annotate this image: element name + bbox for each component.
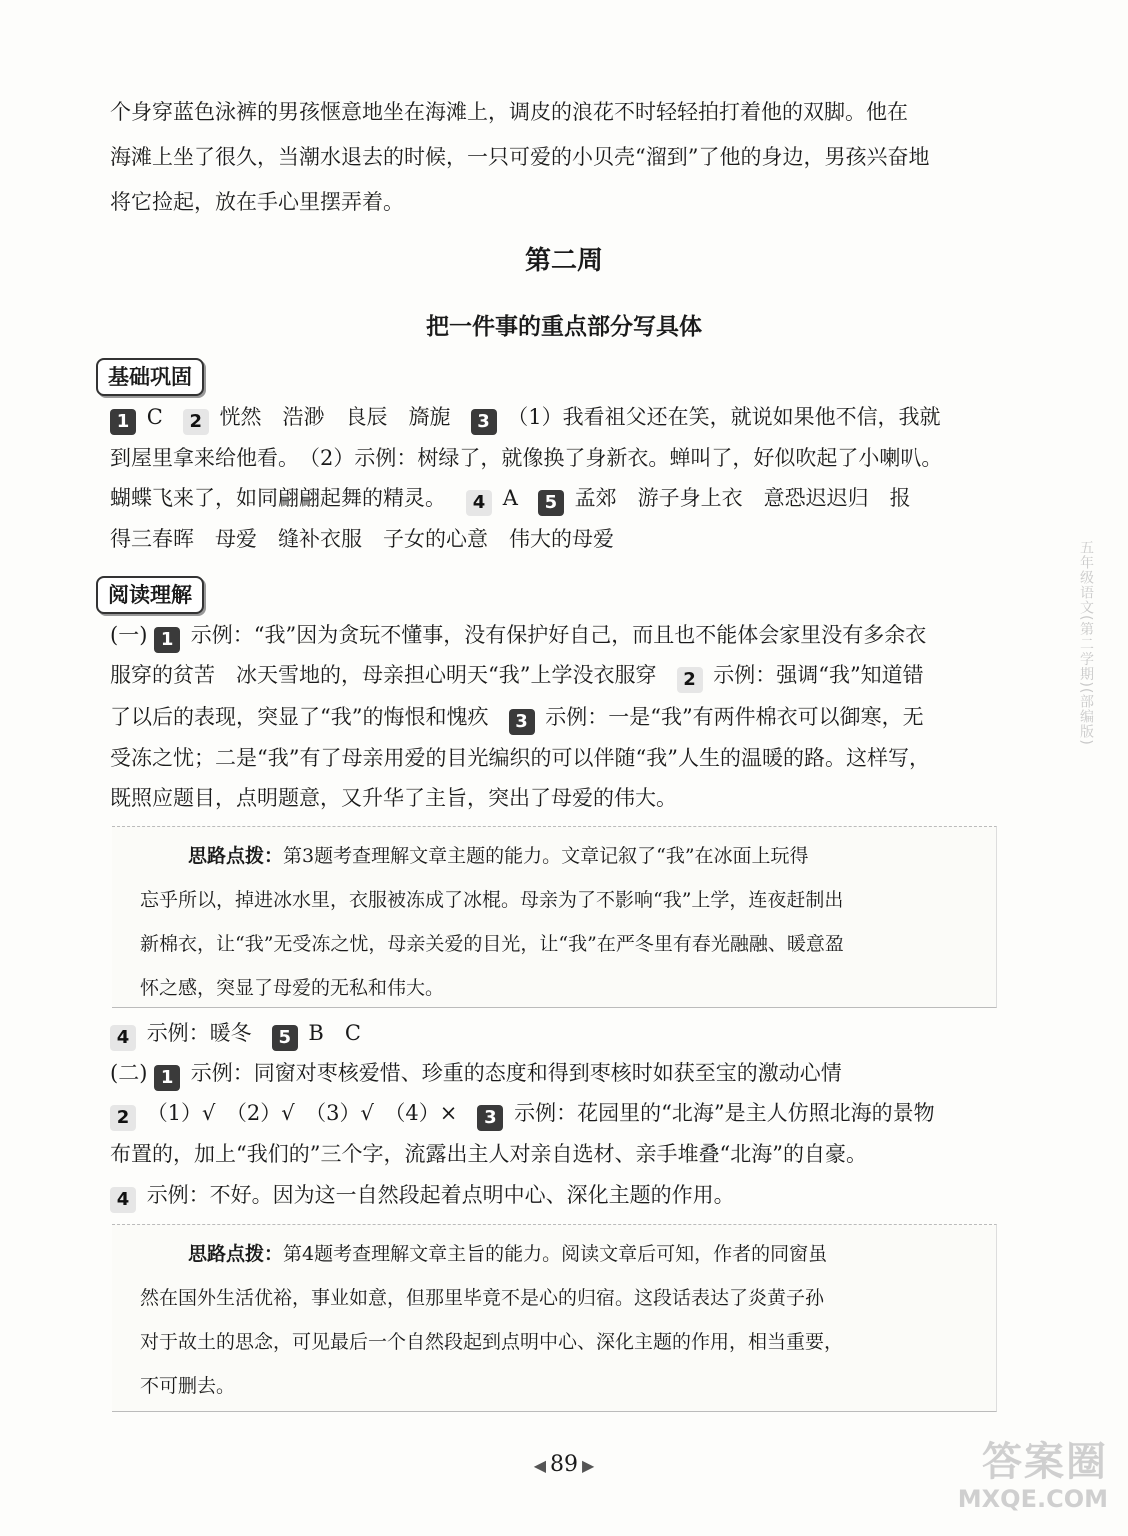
- tip-box-2: [112, 1224, 997, 1412]
- tip-line-2: 然在国外生活优裕，事业如意，但那里毕竟不是心的归宿。这段话表达了炎黄子孙: [140, 1287, 825, 1309]
- tip-line-1: [188, 1240, 827, 1268]
- answer-text: 恍然 浩渺 良辰 旖旎: [219, 405, 451, 429]
- reading2-line-2: [110, 1098, 935, 1131]
- question-number-4: 4: [110, 1025, 136, 1051]
- reading1-line-3: [110, 702, 924, 735]
- page-number-value: 89: [550, 1452, 578, 1477]
- left-triangle-icon: ◀: [533, 1456, 546, 1475]
- answer-text: 示例：同窗对枣核爱惜、珍重的态度和得到枣核时如获至宝的激动心情: [190, 1061, 842, 1085]
- answer-text: （1）我看祖父还在笑，就说如果他不信，我就: [507, 405, 941, 429]
- week-title: 第二周: [524, 246, 603, 276]
- tip-box-1: [112, 826, 997, 1008]
- answer-text: B C: [308, 1021, 361, 1045]
- question-number-3: 3: [509, 709, 535, 735]
- part-prefix: (二): [110, 1061, 148, 1085]
- question-number-4: 4: [466, 490, 492, 516]
- answer-text: 孟郊 游子身上衣 意恐迟迟归 报: [574, 486, 911, 510]
- basic-line-2: 到屋里拿来给他看。 （2）示例：树绿了，就像换了身新衣。蝉叫了，好似吹起了小喇叭。: [110, 446, 943, 470]
- section-tag-reading: 阅读理解: [96, 576, 204, 614]
- answer-text: 蝴蝶飞来了，如同翩翩起舞的精灵。: [110, 486, 446, 510]
- reading2-line-4: [110, 1180, 735, 1213]
- tip-text: 第4题考查理解文章主旨的能力。阅读文章后可知，作者的同窗虽: [283, 1243, 828, 1265]
- question-number-3: 3: [471, 409, 497, 435]
- tip-line-2: 忘乎所以，掉进冰水里，衣服被冻成了冰棍。母亲为了不影响“我”上学，连夜赶制出: [140, 889, 844, 911]
- section-tag-basic: 基础巩固: [96, 358, 204, 396]
- answer-text: A: [502, 486, 518, 510]
- question-number-2: 2: [110, 1105, 136, 1131]
- tip-label: 思路点拨：: [188, 845, 284, 867]
- intro-line-3: 将它捡起，放在手心里摆弄着。: [110, 190, 404, 214]
- answer-text: 示例：一是“我”有两件棉衣可以御寒，无: [545, 705, 924, 729]
- basic-line-4: 得三春晖 母爱 缝补衣服 子女的心意 伟大的母爱: [110, 527, 614, 551]
- reading1-line-5: 既照应题目，点明题意，又升华了主旨，突出了母爱的伟大。: [110, 786, 677, 810]
- reading1-line-6: [110, 1018, 361, 1051]
- tip-line-3: 新棉衣，让“我”无受冻之忧，母亲关爱的目光，让“我”在严冬里有春光融融、暖意盈: [140, 933, 844, 955]
- reading1-line-2: [110, 660, 924, 693]
- watermark-logo-text: 答案圈: [982, 1439, 1108, 1485]
- question-number-1: 1: [154, 627, 180, 653]
- tip-line-3: 对于故土的思念，可见最后一个自然段起到点明中心、深化主题的作用，相当重要，: [140, 1331, 844, 1353]
- watermark-url: MXQE.COM: [957, 1485, 1108, 1513]
- answer-text: 示例：不好。因为这一自然段起着点明中心、深化主题的作用。: [146, 1183, 735, 1207]
- basic-line-1: [110, 402, 941, 435]
- watermark: [958, 1438, 1108, 1512]
- tip-label: 思路点拨：: [188, 1243, 284, 1265]
- right-triangle-icon: ▶: [582, 1456, 595, 1475]
- question-number-1: 1: [110, 409, 136, 435]
- answer-text: 示例：暖冬: [146, 1021, 252, 1045]
- answer-text: 示例：“我”因为贪玩不懂事，没有保护好自己，而且也不能体会家里没有多余衣: [190, 623, 927, 647]
- question-number-1: 1: [154, 1065, 180, 1091]
- question-number-2: 2: [183, 409, 209, 435]
- question-number-2: 2: [677, 667, 703, 693]
- part-prefix: (一): [110, 623, 148, 647]
- answer-text: 服穿的贫苦 冰天雪地的，母亲担心明天“我”上学没衣服穿: [110, 663, 657, 687]
- side-running-title: 五年级语文(第二学期)(部编版): [1078, 540, 1094, 746]
- question-number-4: 4: [110, 1187, 136, 1213]
- answer-text: （1）√ （2）√ （3）√ （4）×: [146, 1101, 458, 1125]
- reading1-line-4: 受冻之忧；二是“我”有了母亲用爱的目光编织的可以伴随“我”人生的温暖的路。这样写，: [110, 746, 930, 770]
- reading2-line-1: [110, 1058, 842, 1091]
- tip-line-4: 怀之感，突显了母爱的无私和伟大。: [140, 977, 445, 999]
- basic-line-3: [110, 483, 911, 516]
- answer-text: C: [146, 405, 163, 429]
- question-number-5: 5: [272, 1025, 298, 1051]
- reading2-line-3: 布置的，加上“我们的”三个字，流露出主人对亲自选材、亲手堆叠“北海”的自豪。: [110, 1142, 867, 1166]
- answer-text: 示例：强调“我”知道错: [713, 663, 924, 687]
- tip-line-4: 不可删去。: [140, 1375, 236, 1397]
- reading1-line-1: [110, 620, 926, 653]
- topic-title: 把一件事的重点部分写具体: [426, 313, 702, 340]
- intro-line-2: 海滩上坐了很久，当潮水退去的时候，一只可爱的小贝壳“溜到”了他的身边，男孩兴奋地: [110, 145, 930, 169]
- intro-line-1: 个身穿蓝色泳裤的男孩惬意地坐在海滩上，调皮的浪花不时轻轻拍打着他的双脚。他在: [110, 100, 908, 124]
- question-number-3: 3: [477, 1105, 503, 1131]
- answer-text: 示例：花园里的“北海”是主人仿照北海的景物: [514, 1101, 935, 1125]
- tip-line-1: [188, 842, 809, 870]
- answer-text: 了以后的表现，突显了“我”的悔恨和愧疚: [110, 705, 489, 729]
- tip-text: 第3题考查理解文章主题的能力。文章记叙了“我”在冰面上玩得: [283, 845, 809, 867]
- question-number-5: 5: [538, 490, 564, 516]
